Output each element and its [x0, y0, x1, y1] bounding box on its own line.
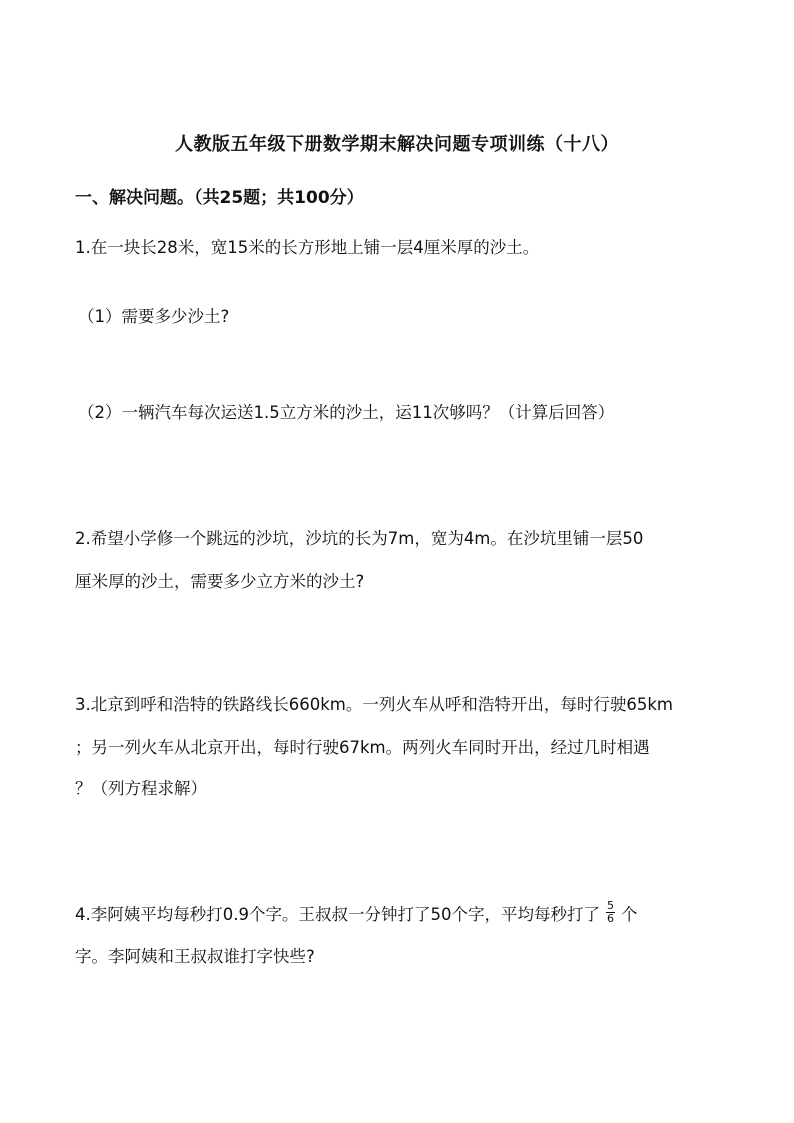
question-2-line-1: 2.希望小学修一个跳远的沙坑，沙坑的长为7m，宽为4m。在沙坑里铺一层50 [75, 529, 644, 548]
fraction-numerator: 5 [606, 899, 614, 912]
question-3-line-2: ；另一列火车从北京开出，每时行驶67km。两列火车同时开出，经过几时相遇 [75, 738, 650, 757]
question-4-line-1 [75, 901, 637, 928]
fraction-denominator: 6 [606, 912, 614, 925]
question-1-part-1: （1）需要多少沙土? [78, 307, 230, 326]
question-4-text-before: 4.李阿姨平均每秒打0.9个字。王叔叔一分钟打了50个字，平均每秒打了 [75, 905, 600, 924]
fraction [606, 900, 615, 925]
section-heading: 一、解决问题。（共25题；共100分） [75, 188, 364, 208]
question-4-text-after: 个 [620, 905, 638, 924]
question-2-line-2: 厘米厚的沙土，需要多少立方米的沙土? [75, 572, 365, 591]
page-title: 人教版五年级下册数学期末解决问题专项训练（十八） [175, 134, 619, 155]
question-3-line-3: ？（列方程求解） [75, 779, 207, 798]
question-1-part-2: （2）一辆汽车每次运送1.5立方米的沙土，运11次够吗？（计算后回答） [78, 403, 615, 422]
question-1-stem: 1.在一块长28米，宽15米的长方形地上铺一层4厘米厚的沙土。 [75, 238, 540, 257]
question-4-line-2: 字。李阿姨和王叔叔谁打字快些? [75, 947, 315, 966]
question-3-line-1: 3.北京到呼和浩特的铁路线长660km。一列火车从呼和浩特开出，每时行驶65km [75, 695, 673, 714]
